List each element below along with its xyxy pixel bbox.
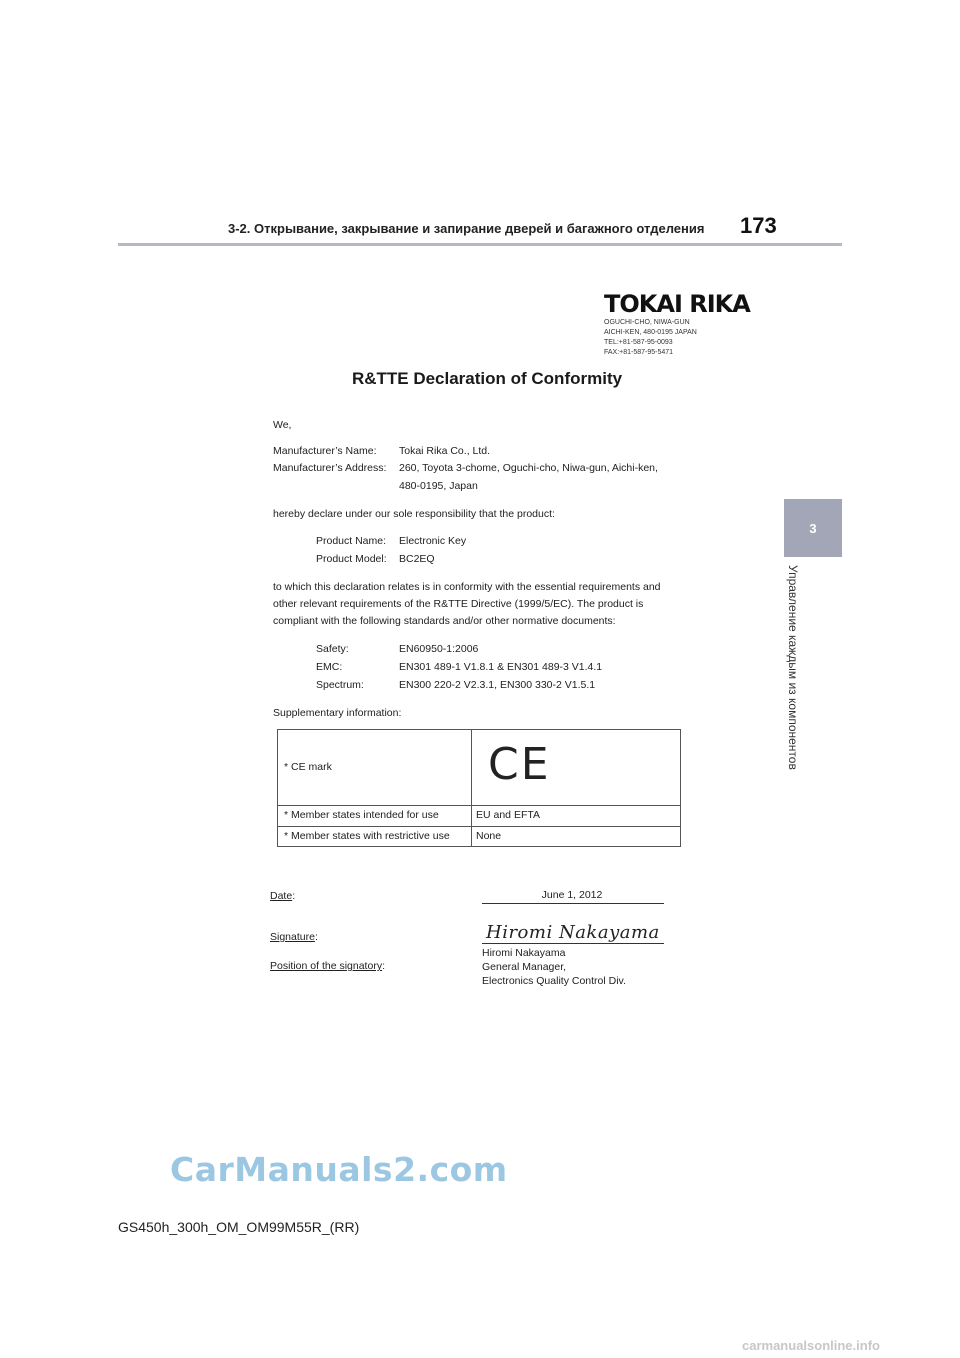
section-title: 3-2. Открывание, закрывание и запирание дверей и багажного отделения [228, 221, 705, 236]
standard-value: EN301 489-1 V1.8.1 & EN301 489-3 V1.4.1 [399, 661, 603, 673]
signatory-title: General Manager, [482, 961, 567, 973]
ce-mark-label: * CE mark [284, 761, 332, 773]
standard-label: Safety: [316, 643, 349, 655]
restrictive-use-label: * Member states with restrictive use [284, 830, 450, 842]
address-line: AICHI-KEN, 480-0195 JAPAN [604, 329, 697, 336]
standard-value: EN60950-1:2006 [399, 643, 479, 655]
supplementary-table [277, 729, 681, 847]
product-name-label: Product Name: [316, 535, 387, 547]
chapter-tab: 3 [784, 499, 842, 557]
document-code: GS450h_300h_OM_OM99M55R_(RR) [118, 1219, 360, 1235]
date-label-text: Date [270, 890, 293, 902]
ce-mark-icon: CE [488, 739, 551, 790]
table-divider [471, 730, 472, 846]
product-model-value: BC2EQ [399, 553, 435, 565]
position-label: Position of the signatory: [270, 960, 385, 972]
company-address [604, 318, 697, 358]
date-line [482, 903, 664, 904]
conformity-text-line: compliant with the following standards and/or other normative documents: [273, 615, 616, 627]
carmanuals-watermark: CarManuals2.com [170, 1150, 508, 1189]
site-watermark: carmanualsonline.info [742, 1338, 880, 1353]
conformity-text-line: other relevant requirements of the R&TTE Directive (1999/5/EC). The product is [273, 598, 644, 610]
signature-label: Signature: [270, 931, 318, 943]
manufacturer-address-line2: 480-0195, Japan [399, 480, 478, 492]
page-number: 173 [740, 213, 777, 238]
member-states-label: * Member states intended for use [284, 809, 439, 821]
date-value: June 1, 2012 [541, 889, 603, 901]
supplementary-label: Supplementary information: [273, 707, 402, 719]
manufacturer-address-label: Manufacturer’s Address: [273, 462, 387, 474]
document-title: R&TTE Declaration of Conformity [351, 369, 623, 388]
signature-label-text: Signature [270, 931, 315, 943]
signatory-department: Electronics Quality Control Div. [482, 975, 626, 987]
conformity-text-line: to which this declaration relates is in conformity with the essential requirements and [273, 581, 661, 593]
signature-line [482, 943, 664, 944]
chapter-title-vertical [784, 565, 804, 805]
chapter-title-text: Управление каждым из компонентов [786, 565, 800, 770]
we-text: We, [273, 419, 292, 431]
manufacturer-name-label: Manufacturer’s Name: [273, 445, 377, 457]
manufacturer-address-line1: 260, Toyota 3-chome, Oguchi-cho, Niwa-gun, Aichi-ken, [399, 462, 658, 474]
member-states-value: EU and EFTA [476, 809, 540, 821]
standard-label: EMC: [316, 661, 343, 673]
table-divider [278, 805, 680, 806]
standard-value: EN300 220-2 V2.3.1, EN300 330-2 V1.5.1 [399, 679, 596, 691]
address-line: TEL:+81-587-95-0093 [604, 339, 673, 346]
handwritten-signature: Hiromi Nakayama [486, 922, 660, 943]
product-name-value: Electronic Key [399, 535, 467, 547]
date-label: Date: [270, 890, 296, 902]
restrictive-use-value: None [476, 830, 502, 842]
header-divider [118, 243, 842, 246]
signatory-name: Hiromi Nakayama [482, 947, 566, 959]
address-line: FAX:+81-587-95-5471 [604, 349, 674, 356]
tokai-rika-logo: TOKAI RIKA [604, 290, 750, 318]
standard-label: Spectrum: [316, 679, 364, 691]
table-divider [278, 826, 680, 827]
declaration-statement: hereby declare under our sole responsibility that the product: [273, 508, 555, 520]
product-model-label: Product Model: [316, 553, 387, 565]
position-label-text: Position of the signatory [270, 960, 383, 972]
address-line: OGUCHI-CHO, NIWA-GUN [604, 319, 690, 326]
manufacturer-name-value: Tokai Rika Co., Ltd. [399, 445, 491, 457]
